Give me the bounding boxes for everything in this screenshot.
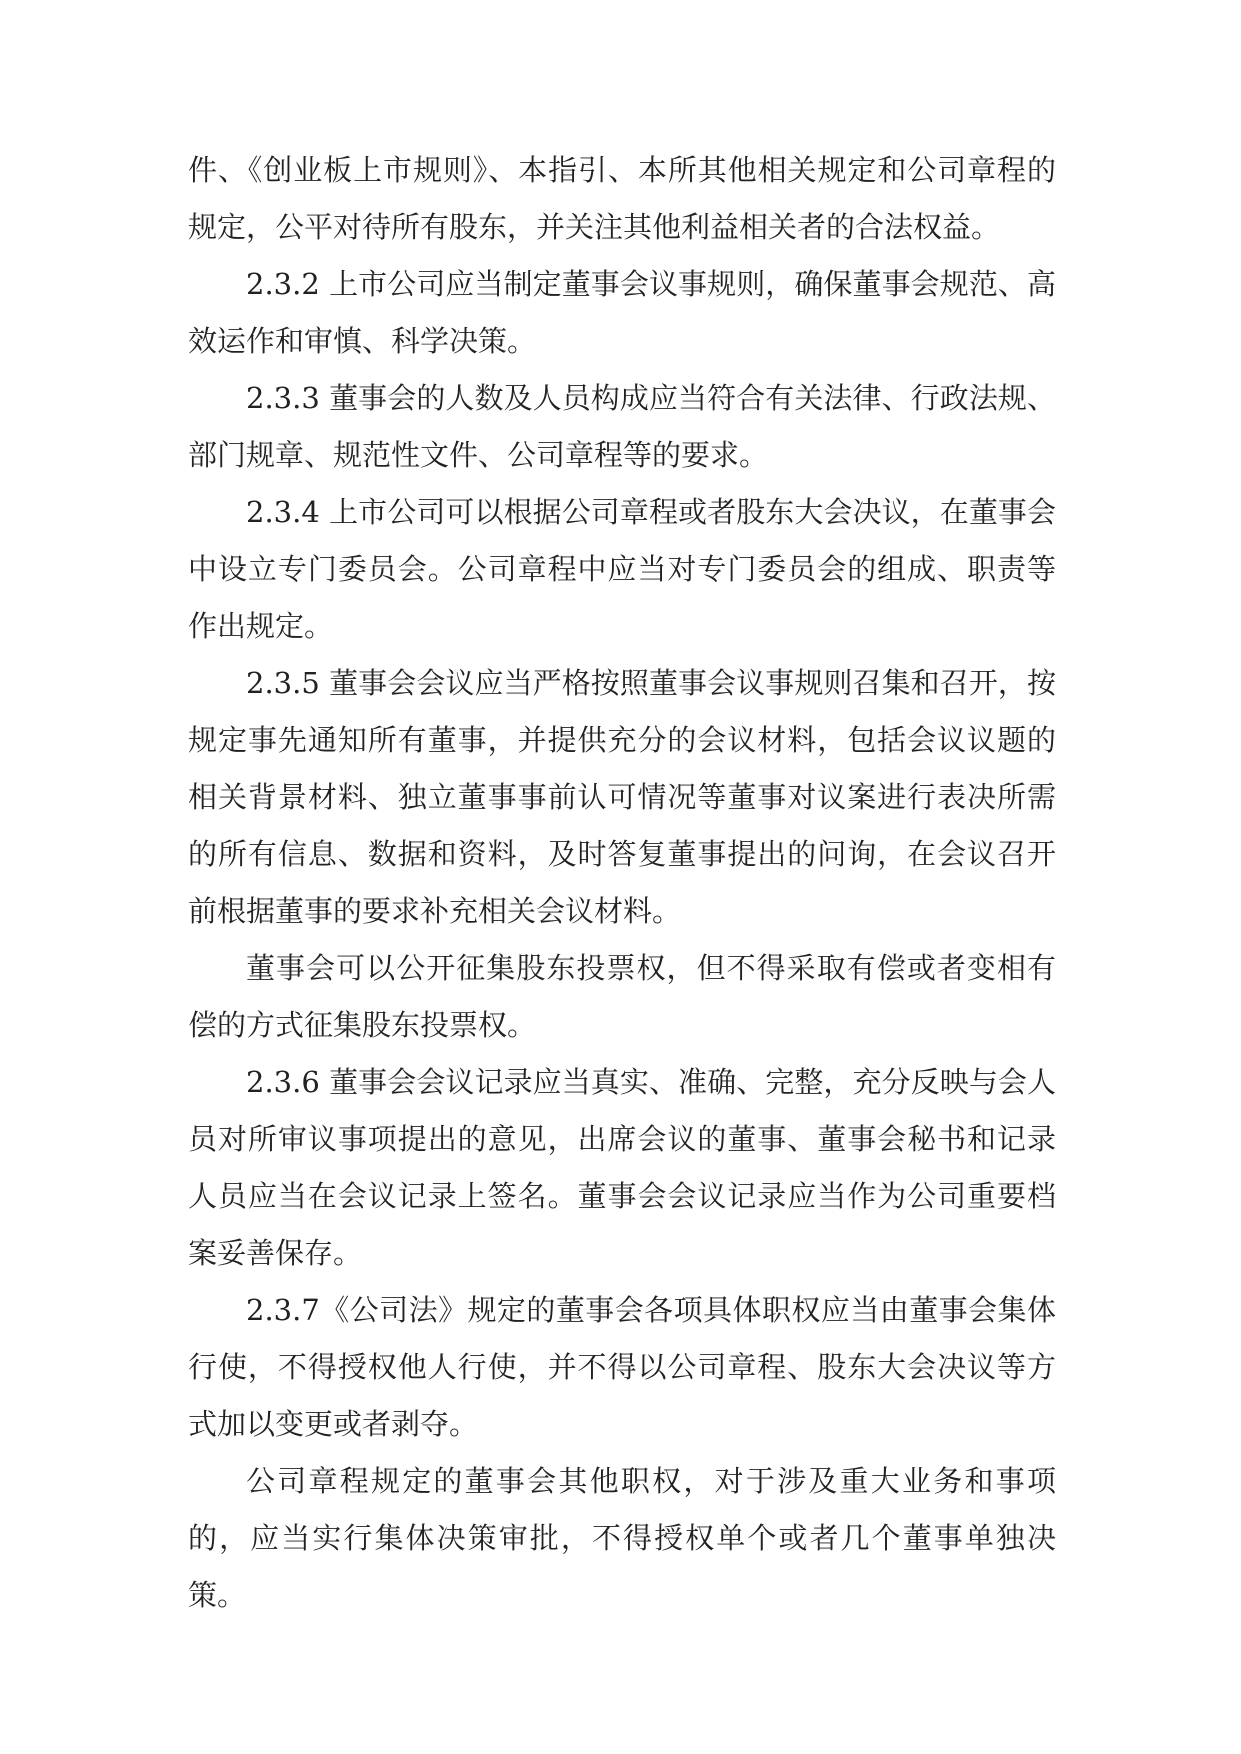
- paragraph-2-3-6: 2.3.6 董事会会议记录应当真实、准确、完整，充分反映与会人员对所审议事项提出的意见，出席会议的董事、董事会秘书和记录人员应当在会议记录上签名。董事会会议记录应当作为公司重要档案妥善保存。: [188, 1065, 1056, 1270]
- document-body: [188, 142, 1056, 1624]
- paragraph-2-3-5-supplement: 董事会可以公开征集股东投票权，但不得采取有偿或者变相有偿的方式征集股东投票权。: [188, 951, 1056, 1042]
- paragraph-2-3-2: 2.3.2 上市公司应当制定董事会议事规则，确保董事会规范、高效运作和审慎、科学决策。: [188, 267, 1056, 358]
- paragraph-continuation: 件、《创业板上市规则》、本指引、本所其他相关规定和公司章程的规定，公平对待所有股东，并关注其他利益相关者的合法权益。: [188, 153, 1056, 244]
- paragraph-2-3-5: 2.3.5 董事会会议应当严格按照董事会议事规则召集和召开，按规定事先通知所有董事，并提供充分的会议材料，包括会议议题的相关背景材料、独立董事事前认可情况等董事对议案进行表决所需的所有信息、数据和资料，及时答复董事提出的问询，在会议召开前根据董事的要求补充相关会议材料。: [188, 666, 1056, 928]
- paragraph-2-3-4: 2.3.4 上市公司可以根据公司章程或者股东大会决议，在董事会中设立专门委员会。公司章程中应当对专门委员会的组成、职责等作出规定。: [188, 495, 1056, 643]
- paragraph-2-3-7-supplement: 公司章程规定的董事会其他职权，对于涉及重大业务和事项的，应当实行集体决策审批，不得授权单个或者几个董事单独决策。: [188, 1464, 1056, 1612]
- paragraph-2-3-7: 2.3.7《公司法》规定的董事会各项具体职权应当由董事会集体行使，不得授权他人行使，并不得以公司章程、股东大会决议等方式加以变更或者剥夺。: [188, 1293, 1056, 1441]
- paragraph-2-3-3: 2.3.3 董事会的人数及人员构成应当符合有关法律、行政法规、部门规章、规范性文件、公司章程等的要求。: [188, 381, 1056, 472]
